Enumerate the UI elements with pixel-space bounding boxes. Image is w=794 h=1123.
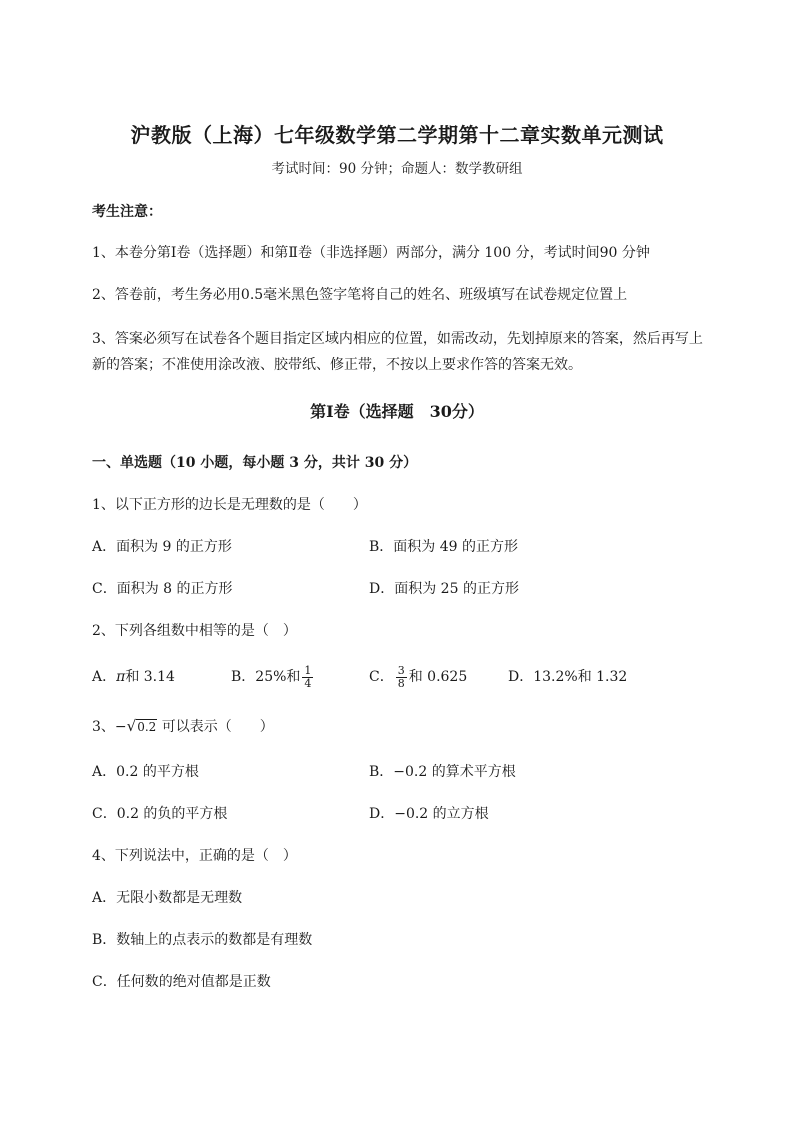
option-c-label: C． xyxy=(369,669,394,685)
notice-item-3: 3、答案必须写在试卷各个题目指定区域内相应的位置，如需改动，先划掉原来的答案，然后再写上新的答案；不准使用涂改液、胶带纸、修正带，不按以上要求作答的答案无效。 xyxy=(92,331,703,373)
option-b-label: B．25%和 xyxy=(231,669,301,685)
notice-item-2: 2、答卷前，考生务必用0.5毫米黑色签字笔将自己的姓名、班级填写在试卷规定位置上 xyxy=(92,287,628,303)
fraction-one-quarter xyxy=(302,665,313,690)
question-2-option-b xyxy=(231,662,315,692)
question-1-stem: 1、以下正方形的边长是无理数的是（ ） xyxy=(92,497,367,513)
question-1-option-c: C．面积为 8 的正方形 xyxy=(92,581,233,597)
notice-item-1: 1、本卷分第Ⅰ卷（选择题）和第Ⅱ卷（非选择题）两部分，满分 100 分，考试时间90 分钟 xyxy=(92,245,650,261)
fraction-numerator: 1 xyxy=(304,663,312,677)
question-1-option-d: D．面积为 25 的正方形 xyxy=(369,581,519,597)
question-3-option-d: D．−0.2 的立方根 xyxy=(369,806,489,822)
fraction-denominator: 8 xyxy=(397,676,405,690)
question-1-option-a: A．面积为 9 的正方形 xyxy=(92,539,232,555)
question-3-option-c: C．0.2 的负的平方根 xyxy=(92,806,228,822)
question-3-option-b: B．−0.2 的算术平方根 xyxy=(369,764,516,780)
notice-heading: 考生注意： xyxy=(92,204,162,220)
question-1-option-b: B．面积为 49 的正方形 xyxy=(369,539,519,555)
question-3-stem xyxy=(92,716,274,738)
square-root-expression xyxy=(127,719,158,734)
pi-symbol: π xyxy=(116,669,126,685)
question-3-option-a: A．0.2 的平方根 xyxy=(92,764,199,780)
stem-prefix: 3、− xyxy=(92,719,127,735)
fraction-denominator: 4 xyxy=(304,676,312,690)
option-a-text: 和 3.14 xyxy=(125,669,175,685)
option-a-label: A． xyxy=(92,669,117,685)
question-2-option-d: D．13.2%和 1.32 xyxy=(508,669,628,685)
section-title: 第Ⅰ卷（选择题 30分） xyxy=(310,402,484,421)
question-2-option-c xyxy=(369,662,467,692)
radicand: 0.2 xyxy=(137,720,157,734)
exam-subtitle: 考试时间：90 分钟；命题人：数学教研组 xyxy=(271,161,523,177)
question-4-option-b: B．数轴上的点表示的数都是有理数 xyxy=(92,932,313,948)
exam-title: 沪教版（上海）七年级数学第二学期第十二章实数单元测试 xyxy=(130,123,664,147)
part-heading: 一、单选题（10 小题，每小题 3 分，共计 30 分） xyxy=(92,455,418,471)
question-2-stem: 2、下列各组数中相等的是（ ） xyxy=(92,623,297,639)
question-4-option-c: C．任何数的绝对值都是正数 xyxy=(92,974,271,990)
fraction-three-eighths xyxy=(396,665,407,690)
stem-suffix: 可以表示（ ） xyxy=(157,719,274,735)
question-4-option-a: A．无限小数都是无理数 xyxy=(92,890,243,906)
question-2-option-a xyxy=(92,662,175,692)
radical-sign: √ xyxy=(126,717,137,735)
option-c-text: 和 0.625 xyxy=(408,669,468,685)
question-4-stem: 4、下列说法中，正确的是（ ） xyxy=(92,848,297,864)
fraction-numerator: 3 xyxy=(397,663,405,677)
